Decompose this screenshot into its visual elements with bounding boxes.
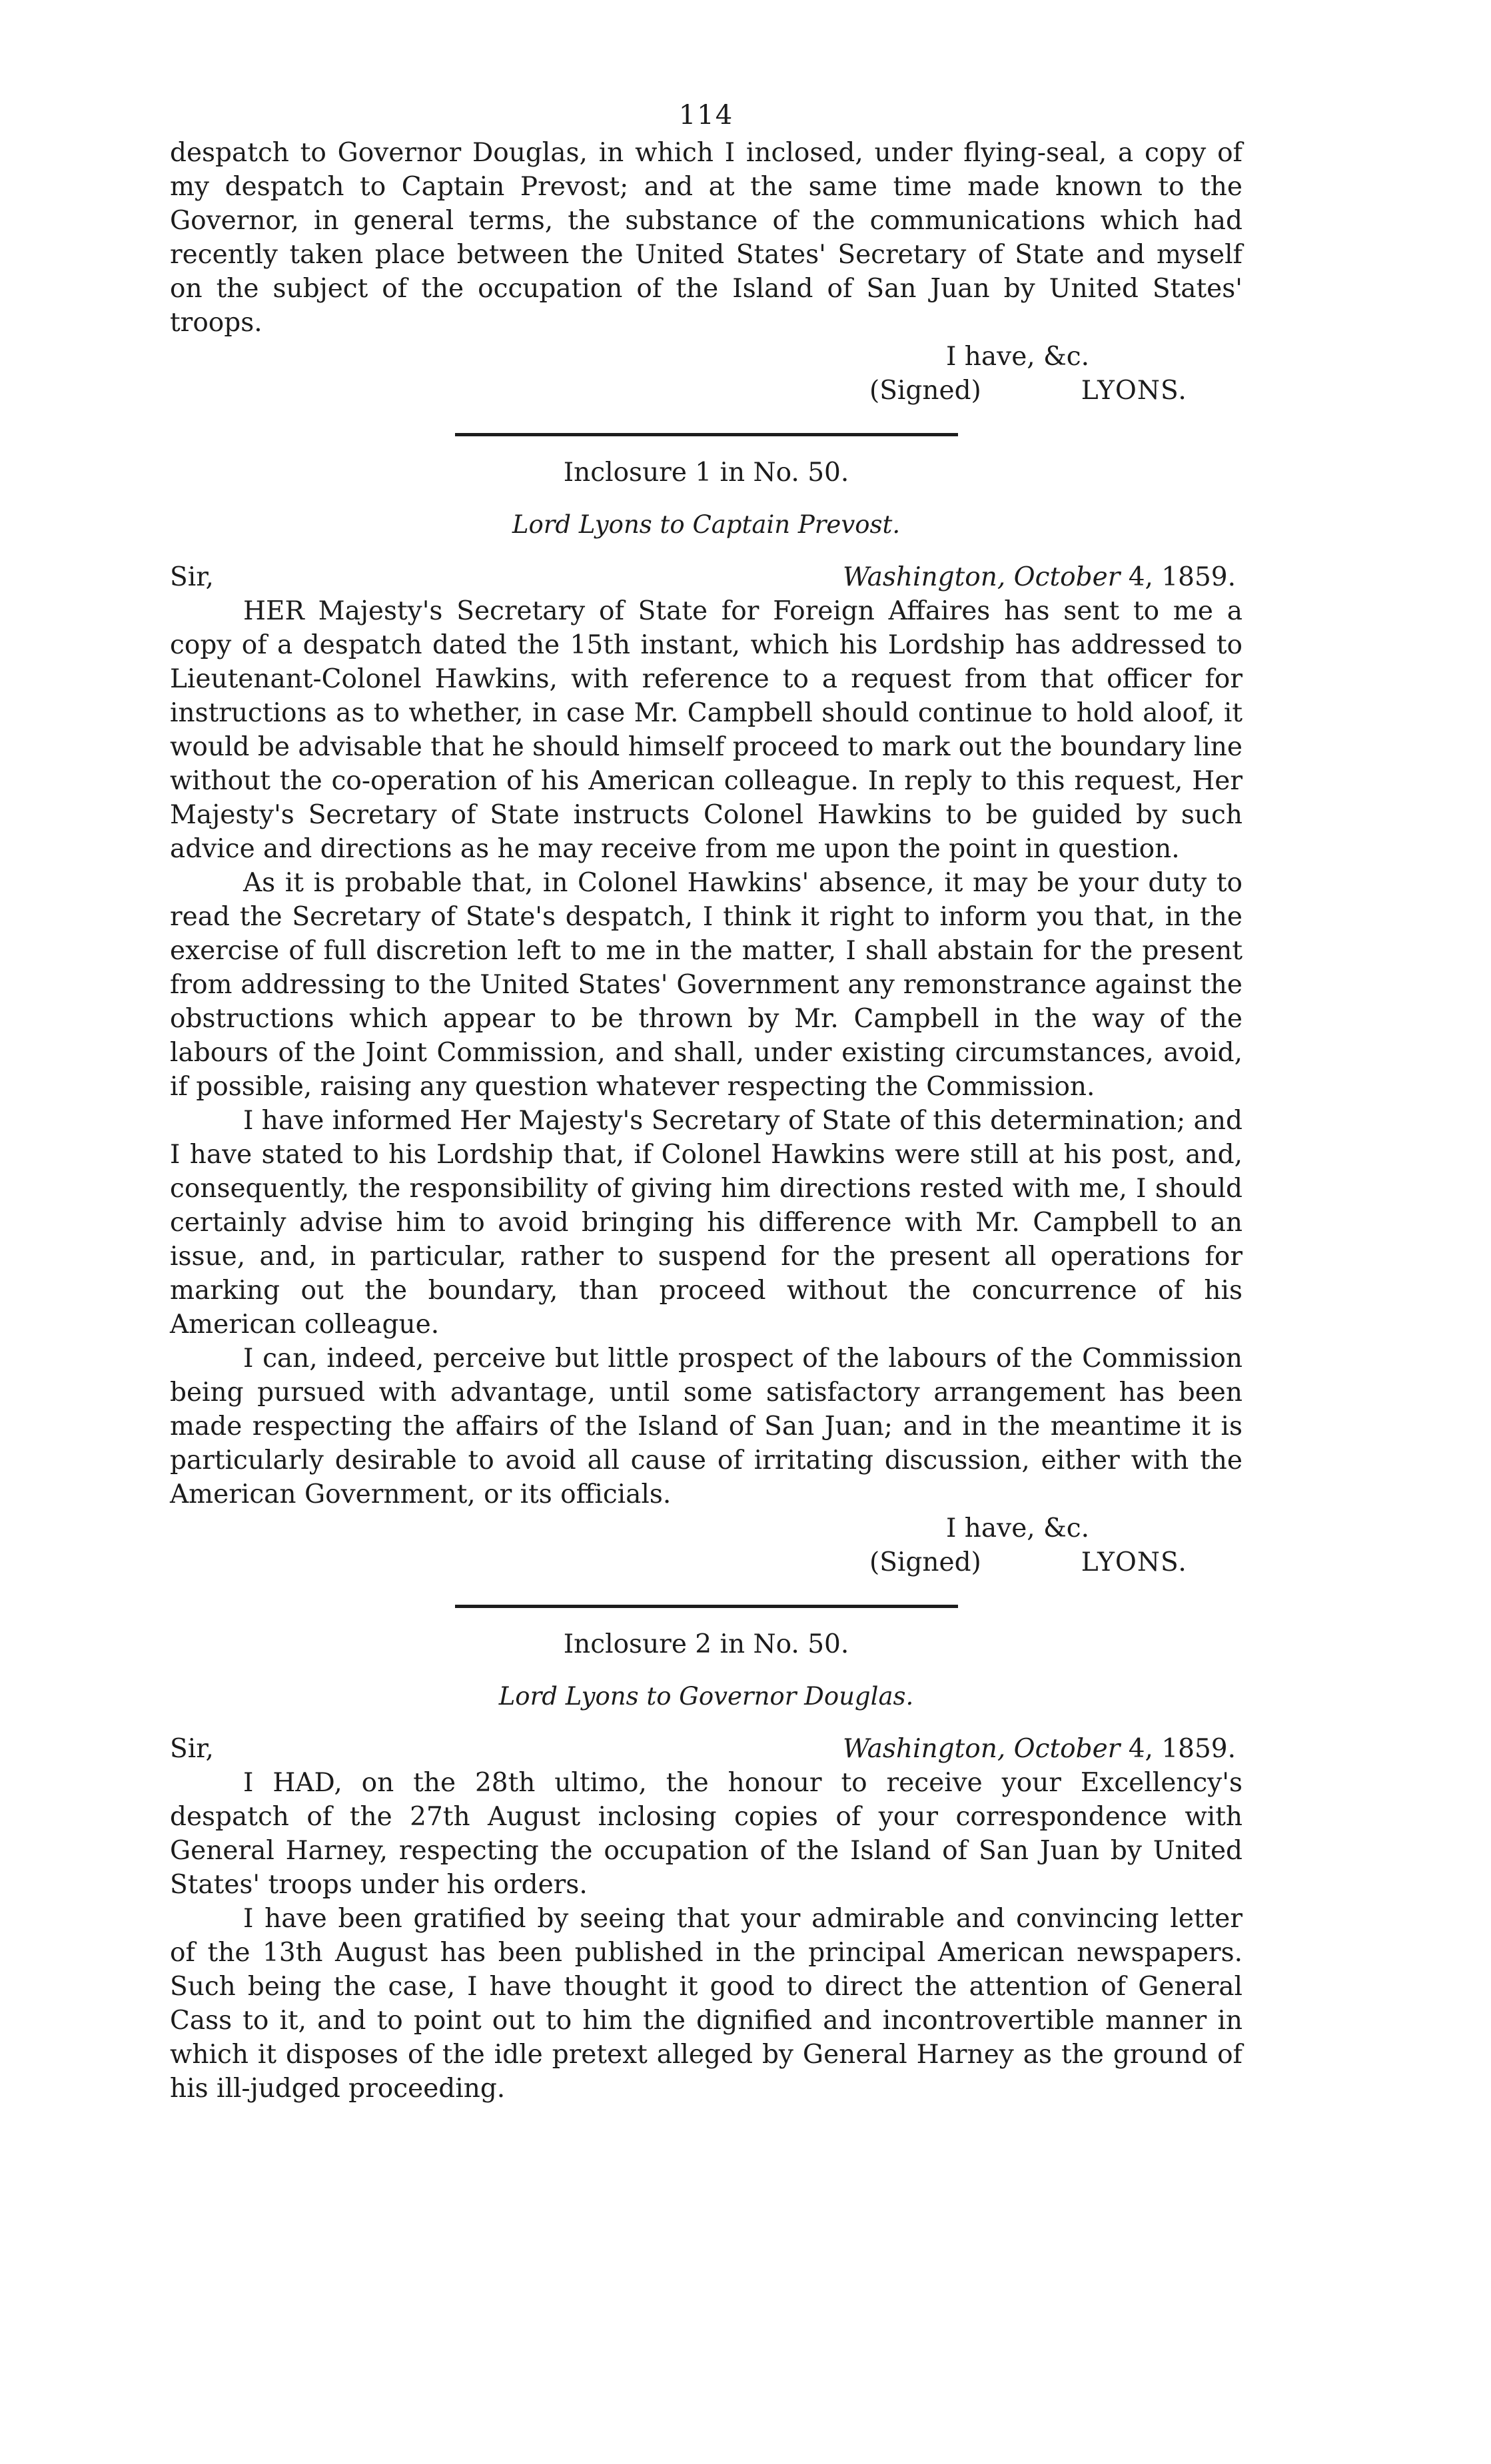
signed-label: (Signed) xyxy=(869,376,981,406)
place-date-text: Washington, October xyxy=(842,1734,1121,1764)
closing-signed-line xyxy=(170,1545,1242,1579)
inclosure-1-paragraph-1: HER Majesty's Secretary of State for Foreign Affaires has sent to me a copy of a despatch dated the 15th instant, which his Lordship has addressed to Lieutenant-Colonel Hawkins, with reference to a request from that officer for instructions as to whether, in case Mr. Campbell should continue to hold aloof, it would be advisable that he should himself proceed to mark out the boundary line without the co-operation of his American colleague. In reply to this request, Her Majesty's Secretary of State instructs Colonel Hawkins to be guided by such advice and directions as he may receive from me upon the point in question. xyxy=(170,596,1242,864)
place-date xyxy=(843,1732,1242,1766)
date-day-year: 4, 1859. xyxy=(1128,562,1236,592)
closing-signed-line xyxy=(170,374,1242,408)
inclosure-1-paragraph-2: As it is probable that, in Colonel Hawkins' absence, it may be your duty to read the Secretary of State's despatch, I think it right to inform you that, in the exercise of full discretion left to me in the matter, I shall abstain for the present from addressing to the United States' Government any remonstrance against the obstructions which appear to be thrown by Mr. Campbell in the way of the labours of the Joint Commission, and shall, under existing circumstances, avoid, if possible, raising any question whatever respecting the Commission. xyxy=(170,868,1242,1102)
inclosure-2-dateline xyxy=(170,1732,1242,1766)
date-day-year: 4, 1859. xyxy=(1128,1734,1236,1764)
salutation: Sir, xyxy=(170,1734,214,1764)
page-number: 114 xyxy=(678,100,734,131)
signatory-name: LYONS. xyxy=(1081,376,1187,406)
inclosure-2-correspondents: Lord Lyons to Governor Douglas. xyxy=(498,1682,914,1711)
inclosure-2-heading: Inclosure 2 in No. 50. xyxy=(563,1629,849,1659)
inclosure-1-correspondents: Lord Lyons to Captain Prevost. xyxy=(512,510,901,539)
section-divider xyxy=(455,1605,958,1608)
closing-block-1 xyxy=(170,340,1242,408)
opening-paragraph: despatch to Governor Douglas, in which I inclosed, under flying-seal, a copy of my despatch to Captain Prevost; and at the same time made known to the Governor, in general terms, the substance of the communications which had recently taken place between the United States' Secretary of State and myself on the subject of the occupation of the Island of San Juan by United States' troops. xyxy=(170,138,1242,338)
inclosure-1-dateline xyxy=(170,560,1242,594)
closing-have: I have, &c. xyxy=(946,1513,1090,1543)
inclosure-1-heading: Inclosure 1 in No. 50. xyxy=(563,458,849,488)
signatory-name: LYONS. xyxy=(1081,1547,1187,1577)
inclosure-1-paragraph-3: I have informed Her Majesty's Secretary of State of this determination; and I have stated to his Lordship that, if Colonel Hawkins were still at his post, and, consequently, the responsibility of giving him directions rested with me, I should certainly advise him to avoid bringing his difference with Mr. Campbell to an issue, and, in particular, rather to suspend for the present all operations for marking out the boundary, than proceed without the concurrence of his American colleague. xyxy=(170,1106,1242,1340)
section-divider xyxy=(455,433,958,436)
inclosure-1-paragraph-4: I can, indeed, perceive but little prospect of the labours of the Commission being pursued with advantage, until some satisfactory arrangement has been made respecting the affairs of the Island of San Juan; and in the meantime it is particularly desirable to avoid all cause of irritating discussion, either with the American Government, or its officials. xyxy=(170,1344,1242,1509)
closing-have: I have, &c. xyxy=(946,342,1090,372)
inclosure-2-paragraph-2: I have been gratified by seeing that your admirable and convincing letter of the 13th August has been published in the principal American newspapers. Such being the case, I have thought it good to direct the attention of General Cass to it, and to point out to him the dignified and incontrovertible manner in which it disposes of the idle pretext alleged by General Harney as the ground of his ill-judged proceeding. xyxy=(170,1904,1242,2104)
inclosure-2-paragraph-1: I HAD, on the 28th ultimo, the honour to receive your Excellency's despatch of the 27th August inclosing copies of your correspondence with General Harney, respecting the occupation of the Island of San Juan by United States' troops under his orders. xyxy=(170,1768,1242,1900)
document-page xyxy=(170,100,1242,2106)
place-date-text: Washington, October xyxy=(842,562,1121,592)
closing-block-2 xyxy=(170,1511,1242,1579)
signed-label: (Signed) xyxy=(869,1547,981,1577)
salutation: Sir, xyxy=(170,562,214,592)
place-date xyxy=(843,560,1242,594)
